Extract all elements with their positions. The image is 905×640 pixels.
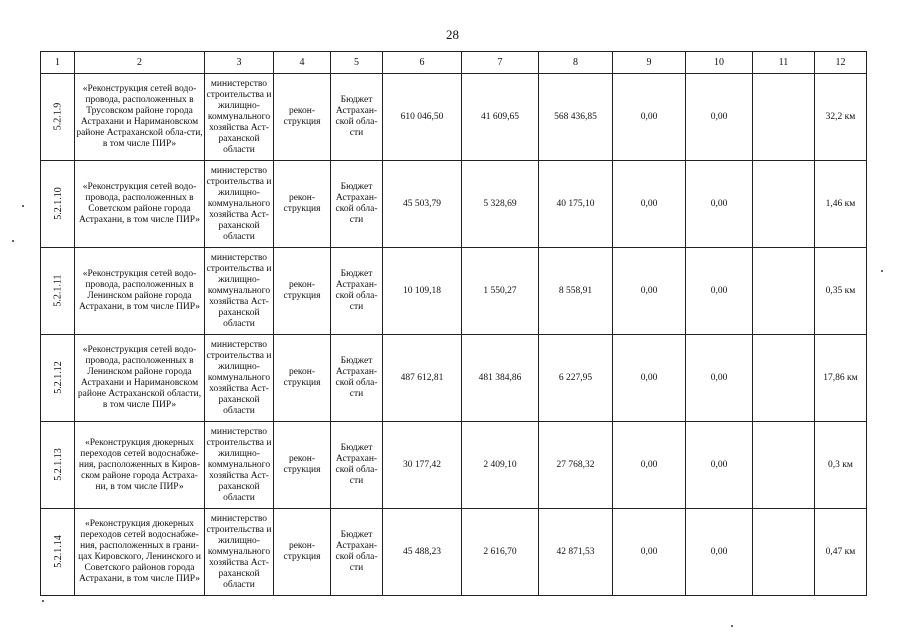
- table-row: [41, 335, 867, 422]
- work-kind: рекон-струкция: [274, 248, 331, 335]
- item-code-cell: [41, 509, 75, 596]
- value-col-11: [753, 161, 815, 248]
- project-name: «Реконструкция сетей водо-провода, расположенных в Советском районе города Астрахани, в том числе ПИР»: [75, 161, 205, 248]
- value-col-6: 487 612,81: [383, 335, 462, 422]
- value-col-8: 6 227,95: [539, 335, 613, 422]
- value-col-9: 0,00: [613, 509, 686, 596]
- work-kind: рекон-струкция: [274, 422, 331, 509]
- value-col-7: 2 409,10: [462, 422, 539, 509]
- item-code: 5.2.1.14: [52, 535, 64, 568]
- column-header: 10: [686, 52, 753, 74]
- project-name: «Реконструкция дюкерных переходов сетей водоснабже-ния, расположенных в Киров-ском районе города Астраха-ни, в том числе ПИР»: [75, 422, 205, 509]
- project-name: «Реконструкция дюкерных переходов сетей водоснабже-ния, расположенных в грани-цах Кировского, Ленинского и Советского районов города Астрахани, в том числе ПИР»: [75, 509, 205, 596]
- column-header: 12: [815, 52, 867, 74]
- column-header: 2: [75, 52, 205, 74]
- funding-source: Бюджет Астрахан-ской обла-сти: [331, 161, 383, 248]
- value-col-6: 10 109,18: [383, 248, 462, 335]
- item-code: 5.2.1.10: [52, 187, 64, 220]
- work-kind: рекон-струкция: [274, 74, 331, 161]
- item-code: 5.2.1.13: [52, 448, 64, 481]
- value-col-7: 481 384,86: [462, 335, 539, 422]
- column-header: 1: [41, 52, 75, 74]
- value-col-9: 0,00: [613, 161, 686, 248]
- item-code-cell: [41, 335, 75, 422]
- column-header: 9: [613, 52, 686, 74]
- project-name: «Реконструкция сетей водо-провода, расположенных в Трусовском районе города Астрахани и Наримановском районе Астраханской обла-сти, в том числе ПИР»: [75, 74, 205, 161]
- value-col-8: 42 871,53: [539, 509, 613, 596]
- column-header: 3: [205, 52, 274, 74]
- length-value: 1,46 км: [815, 161, 867, 248]
- item-code-cell: [41, 74, 75, 161]
- value-col-10: 0,00: [686, 335, 753, 422]
- work-kind: рекон-струкция: [274, 509, 331, 596]
- page-number: 28: [446, 27, 459, 42]
- value-col-11: [753, 509, 815, 596]
- scan-speck: [731, 625, 733, 627]
- value-col-10: 0,00: [686, 509, 753, 596]
- item-code: 5.2.1.11: [52, 274, 64, 307]
- table-row: [41, 509, 867, 596]
- funding-source: Бюджет Астрахан-ской обла-сти: [331, 422, 383, 509]
- executor: министерство строительства и жилищно-коммунального хозяйства Аст-раханской области: [205, 422, 274, 509]
- value-col-7: 5 328,69: [462, 161, 539, 248]
- value-col-11: [753, 74, 815, 161]
- value-col-8: 27 768,32: [539, 422, 613, 509]
- project-name: «Реконструкция сетей водо-провода, расположенных в Ленинском районе города Астрахани и Наримановском районе Астраханской области, в том числе ПИР»: [75, 335, 205, 422]
- item-code-cell: [41, 422, 75, 509]
- length-value: 32,2 км: [815, 74, 867, 161]
- project-name: «Реконструкция сетей водо-провода, расположенных в Ленинском районе города Астрахани, в том числе ПИР»: [75, 248, 205, 335]
- work-kind: рекон-струкция: [274, 161, 331, 248]
- value-col-9: 0,00: [613, 74, 686, 161]
- item-code-cell: [41, 161, 75, 248]
- executor: министерство строительства и жилищно-коммунального хозяйства Аст-раханской области: [205, 248, 274, 335]
- program-table: [40, 51, 867, 596]
- value-col-7: 1 550,27: [462, 248, 539, 335]
- length-value: 0,47 км: [815, 509, 867, 596]
- length-value: 0,35 км: [815, 248, 867, 335]
- column-header: 6: [383, 52, 462, 74]
- scan-speck: [42, 600, 44, 602]
- value-col-10: 0,00: [686, 422, 753, 509]
- value-col-6: 610 046,50: [383, 74, 462, 161]
- column-header: 4: [274, 52, 331, 74]
- table-row: [41, 248, 867, 335]
- value-col-7: 41 609,65: [462, 74, 539, 161]
- value-col-9: 0,00: [613, 248, 686, 335]
- value-col-11: [753, 335, 815, 422]
- value-col-9: 0,00: [613, 422, 686, 509]
- value-col-6: 30 177,42: [383, 422, 462, 509]
- executor: министерство строительства и жилищно-коммунального хозяйства Аст-раханской области: [205, 335, 274, 422]
- value-col-8: 568 436,85: [539, 74, 613, 161]
- executor: министерство строительства и жилищно-коммунального хозяйства Аст-раханской области: [205, 509, 274, 596]
- table-row: [41, 422, 867, 509]
- value-col-11: [753, 248, 815, 335]
- funding-source: Бюджет Астрахан-ской обла-сти: [331, 335, 383, 422]
- length-value: 0,3 км: [815, 422, 867, 509]
- value-col-7: 2 616,70: [462, 509, 539, 596]
- table-row: [41, 161, 867, 248]
- column-header: 11: [753, 52, 815, 74]
- executor: министерство строительства и жилищно-коммунального хозяйства Аст-раханской области: [205, 74, 274, 161]
- value-col-10: 0,00: [686, 74, 753, 161]
- value-col-8: 8 558,91: [539, 248, 613, 335]
- funding-source: Бюджет Астрахан-ской обла-сти: [331, 248, 383, 335]
- item-code: 5.2.1.12: [52, 361, 64, 394]
- column-header: 7: [462, 52, 539, 74]
- work-kind: рекон-струкция: [274, 335, 331, 422]
- funding-source: Бюджет Астрахан-ской обла-сти: [331, 509, 383, 596]
- column-header: 5: [331, 52, 383, 74]
- item-code-cell: [41, 248, 75, 335]
- item-code: 5.2.1.9: [52, 102, 63, 131]
- value-col-10: 0,00: [686, 161, 753, 248]
- executor: министерство строительства и жилищно-коммунального хозяйства Аст-раханской области: [205, 161, 274, 248]
- scan-speck: [12, 240, 14, 242]
- value-col-9: 0,00: [613, 335, 686, 422]
- table-row: [41, 74, 867, 161]
- header-row: [41, 52, 867, 74]
- scan-speck: [22, 205, 24, 207]
- funding-source: Бюджет Астрахан-ской обла-сти: [331, 74, 383, 161]
- value-col-6: 45 488,23: [383, 509, 462, 596]
- scan-speck: [881, 270, 883, 272]
- value-col-8: 40 175,10: [539, 161, 613, 248]
- value-col-11: [753, 422, 815, 509]
- value-col-10: 0,00: [686, 248, 753, 335]
- length-value: 17,86 км: [815, 335, 867, 422]
- column-header: 8: [539, 52, 613, 74]
- value-col-6: 45 503,79: [383, 161, 462, 248]
